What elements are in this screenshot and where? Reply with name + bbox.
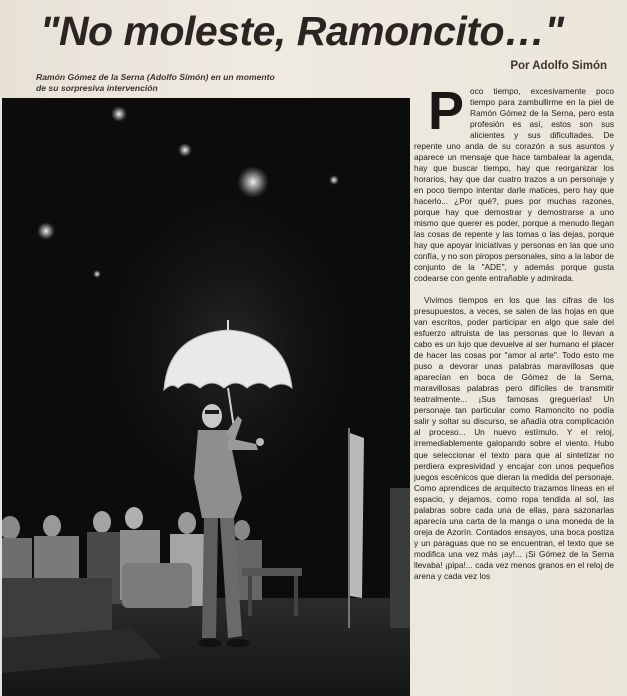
paragraph-text: oco tiempo, excesivamente poco tiempo para zambullirme en la piel de Ramón Gómez de la Serna, pero esta profesión es así, estos son sus alicientes y sus dificultades. De repente uno anda de su corazón a sus asuntos y aparece un mensaje que hace tambalear la agenda, hay que buscar tiempo, hay que reorganizar los horarios, hay que dar cuatro trazos a un personaje y en poco tiempo intentar darle matices, pero hay que hacerlo... ¿Por qué?, pues por muchas razones, porque hay que demostrar y demostrarse a uno mismo que querer es poder, porque a menudo llegan las cosas de repente y las tomas o las dejas, porque hay que apoyar iniciativas y personas en las que uno confía, y no son piropos personales, sino a la labor de conjunto de la "ADE", y además porque gusta codearse con gente entrañable y admirada. [414,86,614,284]
article-title: "No moleste, Ramoncito…" [40,8,564,54]
author-byline: Por Adolfo Simón [510,60,607,72]
drop-cap: P [428,86,465,141]
article-paragraph-2: Vivimos tiempos en los que las cifras de los presupuestos, a veces, se salen de las hojas en que van escritos, poder participar en algo que sale del esfuerzo altruista de las personas que lo llevan a cabo es un lujo que devuelve al ser humano el placer de hacer las cosas por "amor al arte". Todo esto me puso a devorar unas palabras maravillosas que aparecían en boca de Gómez de la Serna, maravillosas palabras pero difíciles de transmitir teatralmente... ¡Sus famosas greguerías! Un personaje tan particular como Ramoncito no podía salir y soltar su discurso, se añadía otra complicación al proceso... Un nuevo estímulo. Y el reloj, irremediablemente galopando sobre el viento. Hubo que seleccionar el texto para que al sintetizar no perdiera expresividad y encajar con unos pequeños juegos escénicos que dieran la medida del personaje. Como aprendices de arquitecto trazamos líneas en el espacio, y dejamos, como ropa tendida al sol, las palabras sobre cada una de ellas, para sazonarlas aparecía una carta de la manga o una moneda de la oreja de Azorín. Contados ensayos, una boca postiza y un paraguas que no se encuentran, el texto que se modifica una vez más ¡ay!... ¡Si Gómez de la Serna llevaba! ¡pipa!... cada vez menos granos en el reloj de arena y cada vez los [414,295,614,581]
article-body [414,86,614,692]
photo-caption: Ramón Gómez de la Serna (Adolfo Simón) en un momento de su sorpresiva intervención [36,72,275,93]
stage-photo-illustration [2,98,410,696]
stage-photograph [2,98,410,696]
article-paragraph-1 [414,86,614,284]
